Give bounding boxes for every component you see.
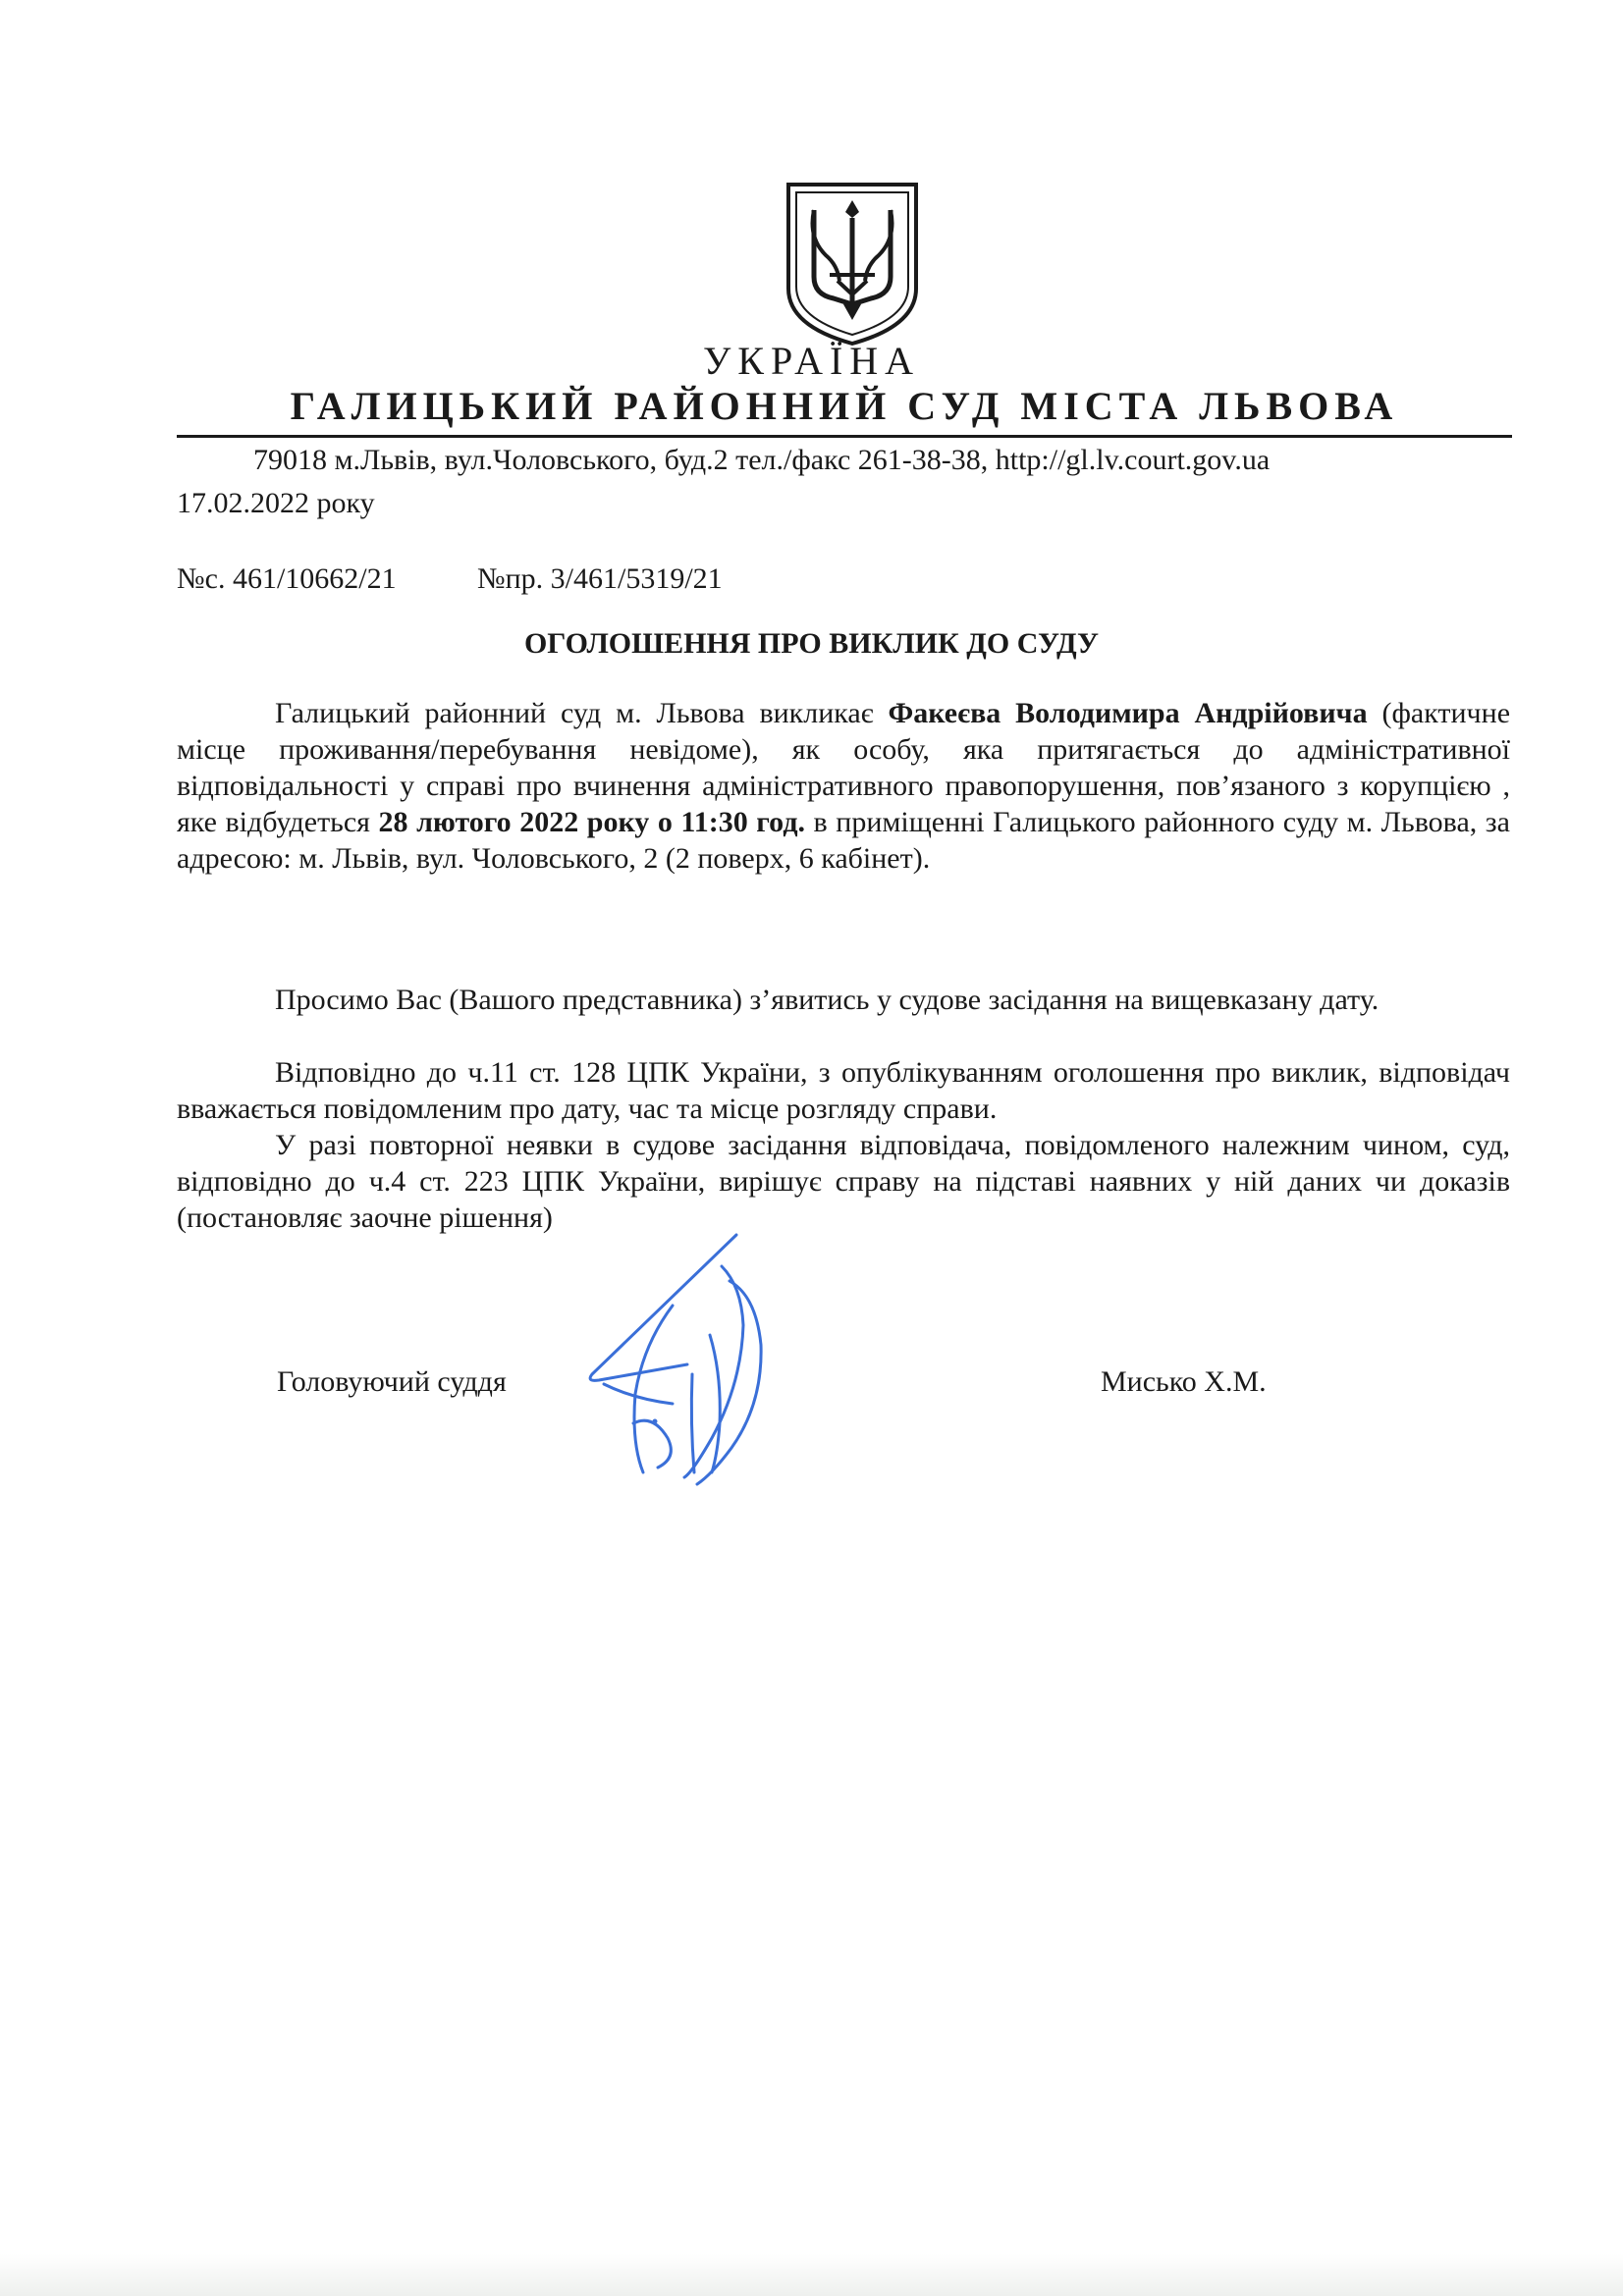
notice-title: ОГОЛОШЕННЯ ПРО ВИКЛИК ДО СУДУ: [523, 627, 1100, 660]
case-number: №с. 461/10662/21: [177, 562, 397, 595]
header-divider: [177, 435, 1512, 438]
notice-paragraph-1: [177, 695, 1510, 877]
country-title: УКРАЇНА: [702, 339, 921, 383]
p1-middle: (фактичне місце проживання/перебування невідоме), як особу, яка притягається до адміністративної відповідальності у справі про вчинення адміністративного правопорушення, пов’язаного з корупцією , яке відбудеться: [177, 697, 1511, 838]
scan-edge-shadow: [0, 2254, 1623, 2296]
p1-end: в приміщенні Галицького районного суду м. Львова, за адресою: м. Львів, вул. Чоловського, 2 (2 поверх, 6 кабінет).: [177, 806, 1510, 875]
document-date: 17.02.2022 року: [177, 487, 375, 519]
court-address: 79018 м.Львів, вул.Чоловського, буд.2 тел./факс 261-38-38, http://gl.lv.court.gov.ua: [253, 444, 1271, 476]
court-name: ГАЛИЦЬКИЙ РАЙОННИЙ СУД МІСТА ЛЬВОВА: [290, 384, 1399, 428]
signatory-role: Головуючий суддя: [277, 1365, 507, 1398]
notice-paragraph-4: У разі повторної неявки в судове засідання відповідача, повідомленого належним чином, суд, відповідно до ч.4 ст. 223 ЦПК України, вирішує справу на підставі наявних у ній даних чи доказів (постановляє заочне рішення): [177, 1129, 1510, 1234]
p1-intro: Галицький районний суд м. Львова викликає: [275, 697, 889, 729]
notice-paragraph-3: Відповідно до ч.11 ст. 128 ЦПК України, з опублікуванням оголошення про виклик, відповідач вважається повідомленим про дату, час та місце розгляду справи.: [177, 1056, 1510, 1125]
summoned-person-name: Факеєва Володимира Андрійовича: [888, 697, 1368, 729]
trident-emblem-icon: [783, 179, 922, 347]
hearing-datetime: 28 лютого 2022 року о 11:30 год.: [378, 806, 805, 838]
proceeding-number: №пр. 3/461/5319/21: [477, 562, 723, 595]
notice-paragraph-2: Просимо Вас (Вашого представника) з’явитись у судове засідання на вищевказану дату.: [275, 984, 1380, 1016]
signatory-name: Мисько Х.М.: [1101, 1365, 1267, 1398]
handwritten-signature-icon: [574, 1227, 805, 1502]
